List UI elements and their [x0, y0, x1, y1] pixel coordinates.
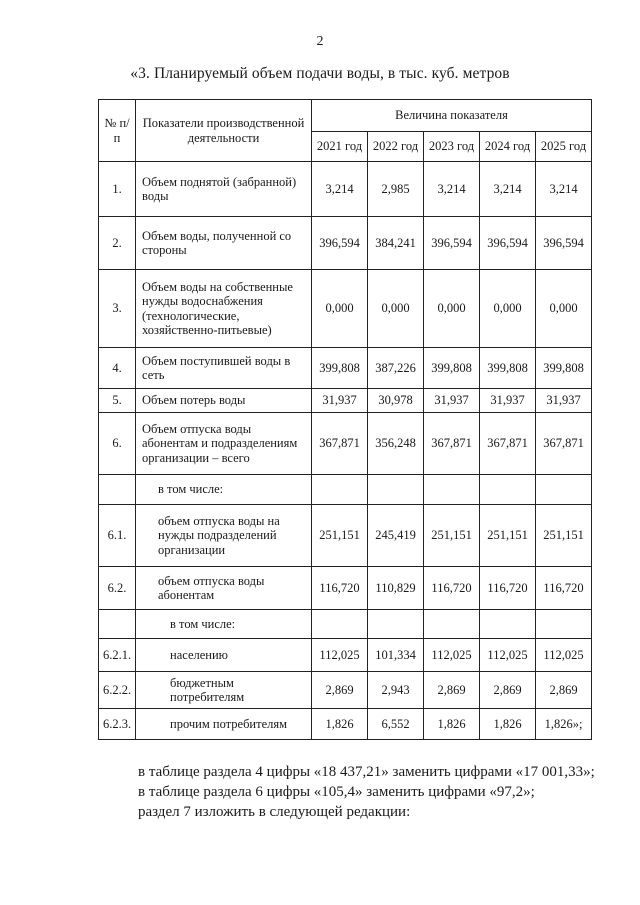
- value-cell: 6,552: [368, 709, 424, 740]
- value-cell: 399,808: [424, 348, 480, 389]
- value-cell: [424, 475, 480, 505]
- value-cell: 31,937: [480, 389, 536, 413]
- table-title: «3. Планируемый объем подачи воды, в тыс. куб. метров: [130, 65, 510, 82]
- value-cell: 2,985: [368, 162, 424, 217]
- value-cell: 31,937: [312, 389, 368, 413]
- row-number: 4.: [99, 348, 136, 389]
- row-number: [99, 475, 136, 505]
- value-cell: 0,000: [536, 270, 592, 348]
- value-cell: [368, 475, 424, 505]
- value-cell: [312, 610, 368, 639]
- row-indicator: в том числе:: [136, 475, 312, 505]
- value-cell: [424, 610, 480, 639]
- value-cell: [368, 610, 424, 639]
- value-cell: 399,808: [480, 348, 536, 389]
- value-cell: [536, 475, 592, 505]
- amendment-text: [138, 762, 638, 822]
- row-number: 6.1.: [99, 505, 136, 567]
- value-cell: 367,871: [480, 413, 536, 475]
- table-row: [99, 610, 592, 639]
- row-number: 2.: [99, 217, 136, 270]
- value-cell: 396,594: [312, 217, 368, 270]
- value-cell: 3,214: [536, 162, 592, 217]
- table-row: [99, 217, 592, 270]
- header-year: 2022 год: [368, 132, 424, 162]
- row-indicator: населению: [136, 639, 312, 672]
- value-cell: 2,869: [536, 672, 592, 709]
- row-indicator: прочим потребителям: [136, 709, 312, 740]
- header-year: 2024 год: [480, 132, 536, 162]
- row-indicator: Объем потерь воды: [136, 389, 312, 413]
- value-cell: 116,720: [312, 567, 368, 610]
- row-number: 5.: [99, 389, 136, 413]
- value-cell: 0,000: [312, 270, 368, 348]
- value-cell: 0,000: [424, 270, 480, 348]
- value-cell: 2,869: [424, 672, 480, 709]
- value-cell: 1,826»;: [536, 709, 592, 740]
- value-cell: 3,214: [480, 162, 536, 217]
- row-indicator: Объем поднятой (забранной) воды: [136, 162, 312, 217]
- value-cell: 31,937: [536, 389, 592, 413]
- row-number: [99, 610, 136, 639]
- table-row: [99, 672, 592, 709]
- row-indicator: в том числе:: [136, 610, 312, 639]
- row-indicator: объем отпуска воды абонентам: [136, 567, 312, 610]
- value-cell: 0,000: [368, 270, 424, 348]
- row-indicator: бюджетным потребителям: [136, 672, 312, 709]
- value-cell: 101,334: [368, 639, 424, 672]
- header-year: 2021 год: [312, 132, 368, 162]
- table-row: [99, 162, 592, 217]
- header-value-group: Величина показателя: [312, 100, 592, 132]
- value-cell: 116,720: [424, 567, 480, 610]
- value-cell: 2,869: [312, 672, 368, 709]
- row-indicator: Объем поступившей воды в сеть: [136, 348, 312, 389]
- value-cell: 1,826: [312, 709, 368, 740]
- header-num: № п/п: [99, 100, 136, 162]
- value-cell: 399,808: [536, 348, 592, 389]
- header-indicator: Показатели производственной деятельности: [136, 100, 312, 162]
- value-cell: 396,594: [480, 217, 536, 270]
- row-indicator: Объем воды, полученной со стороны: [136, 217, 312, 270]
- page-number: 2: [316, 34, 324, 49]
- value-cell: 116,720: [536, 567, 592, 610]
- table-row: [99, 348, 592, 389]
- value-cell: 3,214: [424, 162, 480, 217]
- table-row: [99, 639, 592, 672]
- row-number: 6.2.1.: [99, 639, 136, 672]
- row-number: 6.2.2.: [99, 672, 136, 709]
- value-cell: 245,419: [368, 505, 424, 567]
- value-cell: 251,151: [480, 505, 536, 567]
- value-cell: 396,594: [536, 217, 592, 270]
- water-supply-table: [98, 99, 592, 740]
- row-indicator: Объем воды на собственные нужды водоснабжения (технологические, хозяйственно-питьевые): [136, 270, 312, 348]
- value-cell: 110,829: [368, 567, 424, 610]
- value-cell: 356,248: [368, 413, 424, 475]
- row-indicator: Объем отпуска воды абонентам и подразделениям организации – всего: [136, 413, 312, 475]
- value-cell: 112,025: [536, 639, 592, 672]
- value-cell: 396,594: [424, 217, 480, 270]
- header-year: 2023 год: [424, 132, 480, 162]
- value-cell: 31,937: [424, 389, 480, 413]
- value-cell: 1,826: [424, 709, 480, 740]
- value-cell: 0,000: [480, 270, 536, 348]
- table-row: [99, 505, 592, 567]
- row-number: 1.: [99, 162, 136, 217]
- value-cell: 251,151: [424, 505, 480, 567]
- value-cell: [480, 475, 536, 505]
- value-cell: 112,025: [424, 639, 480, 672]
- table-row: [99, 270, 592, 348]
- value-cell: 112,025: [480, 639, 536, 672]
- value-cell: 2,869: [480, 672, 536, 709]
- value-cell: 30,978: [368, 389, 424, 413]
- table-row: [99, 567, 592, 610]
- row-number: 6.: [99, 413, 136, 475]
- table-row: [99, 709, 592, 740]
- value-cell: 367,871: [312, 413, 368, 475]
- value-cell: 116,720: [480, 567, 536, 610]
- table-row: [99, 475, 592, 505]
- value-cell: 367,871: [424, 413, 480, 475]
- value-cell: [480, 610, 536, 639]
- value-cell: 387,226: [368, 348, 424, 389]
- table-row: [99, 413, 592, 475]
- header-year: 2025 год: [536, 132, 592, 162]
- value-cell: 112,025: [312, 639, 368, 672]
- value-cell: 367,871: [536, 413, 592, 475]
- value-cell: 399,808: [312, 348, 368, 389]
- table-row: [99, 389, 592, 413]
- value-cell: 3,214: [312, 162, 368, 217]
- value-cell: [312, 475, 368, 505]
- value-cell: 2,943: [368, 672, 424, 709]
- value-cell: [536, 610, 592, 639]
- value-cell: 384,241: [368, 217, 424, 270]
- value-cell: 1,826: [480, 709, 536, 740]
- row-number: 6.2.3.: [99, 709, 136, 740]
- row-number: 3.: [99, 270, 136, 348]
- row-number: 6.2.: [99, 567, 136, 610]
- value-cell: 251,151: [536, 505, 592, 567]
- row-indicator: объем отпуска воды на нужды подразделений организации: [136, 505, 312, 567]
- amendment-line: раздел 7 изложить в следующей редакции:: [138, 804, 411, 820]
- value-cell: 251,151: [312, 505, 368, 567]
- amendment-line: в таблице раздела 6 цифры «105,4» заменить цифрами «97,2»;: [138, 784, 535, 800]
- amendment-line: в таблице раздела 4 цифры «18 437,21» заменить цифрами «17 001,33»;: [138, 764, 595, 780]
